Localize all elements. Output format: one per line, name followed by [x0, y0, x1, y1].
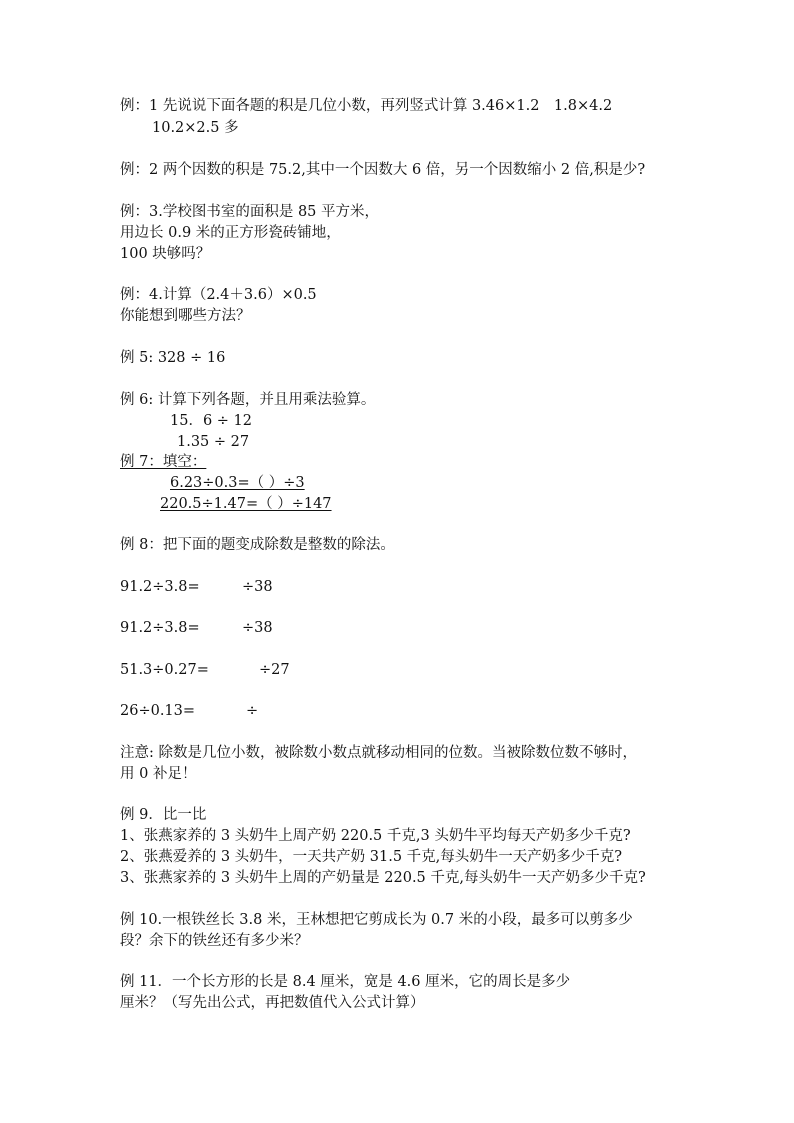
example-9-item-2: 2、张燕爱养的 3 头奶牛，一天共产奶 31.5 千克,每头奶牛一天产奶多少千克? [120, 849, 623, 865]
example-4-line-2: 你能想到哪些方法？ [120, 308, 251, 324]
example-9-title: 例 9．比一比 [120, 807, 207, 823]
example-8-item-2-left: 91.2÷3.8= [120, 620, 200, 636]
example-11-line-1: 例 11．一个长方形的长是 8.4 厘米，宽是 4.6 厘米，它的周长是多少 [120, 974, 571, 990]
example-9-item-1: 1、张燕家养的 3 头奶牛上周产奶 220.5 千克,3 头奶牛平均每天产奶多少千克? [120, 828, 631, 844]
example-8-item-4-right: ÷ [246, 703, 259, 719]
example-6-line-1: 例 6: 计算下列各题，并且用乘法验算。 [120, 392, 376, 408]
note-line-1: 注意: 除数是几位小数，被除数小数点就移动相同的位数。当被除数位数不够时， [120, 745, 637, 761]
example-2: 例：2 两个因数的积是 75.2,其中一个因数大 6 倍，另一个因数缩小 2 倍,积是少? [120, 162, 646, 178]
example-8-item-3-right: ÷27 [259, 662, 290, 678]
example-8-item-4-left: 26÷0.13= [120, 703, 196, 719]
example-3-line-2: 用边长 0.9 米的正方形瓷砖铺地， [120, 225, 341, 241]
example-8-item-1-left: 91.2÷3.8= [120, 579, 200, 595]
example-10-line-2: 段？余下的铁丝还有多少米？ [120, 933, 309, 949]
example-4-line-1: 例：4.计算（2.4＋3.6）×0.5 [120, 287, 317, 303]
example-8-item-2-right: ÷38 [242, 620, 273, 636]
example-8-title: 例 8：把下面的题变成除数是整数的除法。 [120, 537, 395, 553]
example-1-line-1: 例：1 先说说下面各题的积是几位小数，再列竖式计算 3.46×1.2 1.8×4.2 [120, 98, 613, 114]
example-6-line-2: 15．6 ÷ 12 [170, 413, 252, 429]
example-6-line-3: 1.35 ÷ 27 [177, 434, 250, 450]
example-5: 例 5: 328 ÷ 16 [120, 350, 226, 366]
example-7-line-2: 220.5÷1.47=（ ）÷147 [160, 496, 332, 512]
example-7-line-1: 6.23÷0.3=（ ）÷3 [170, 475, 305, 491]
example-1-line-2: 10.2×2.5 多 [152, 120, 239, 136]
example-8-item-1-right: ÷38 [242, 579, 273, 595]
example-3-line-3: 100 块够吗？ [120, 246, 211, 262]
example-11-line-2: 厘米？（写先出公式，再把数值代入公式计算） [120, 995, 425, 1011]
note-line-2: 用 0 补足！ [120, 766, 197, 782]
example-8-item-3-left: 51.3÷0.27= [120, 662, 209, 678]
example-10-line-1: 例 10.一根铁丝长 3.8 米，王林想把它剪成长为 0.7 米的小段，最多可以剪多少 [120, 912, 633, 928]
example-3-line-1: 例：3.学校图书室的面积是 85 平方米， [120, 204, 380, 220]
example-7-title: 例 7：填空： [120, 454, 207, 470]
example-9-item-3: 3、张燕家养的 3 头奶牛上周的产奶量是 220.5 千克,每头奶牛一天产奶多少千克? [120, 870, 646, 886]
